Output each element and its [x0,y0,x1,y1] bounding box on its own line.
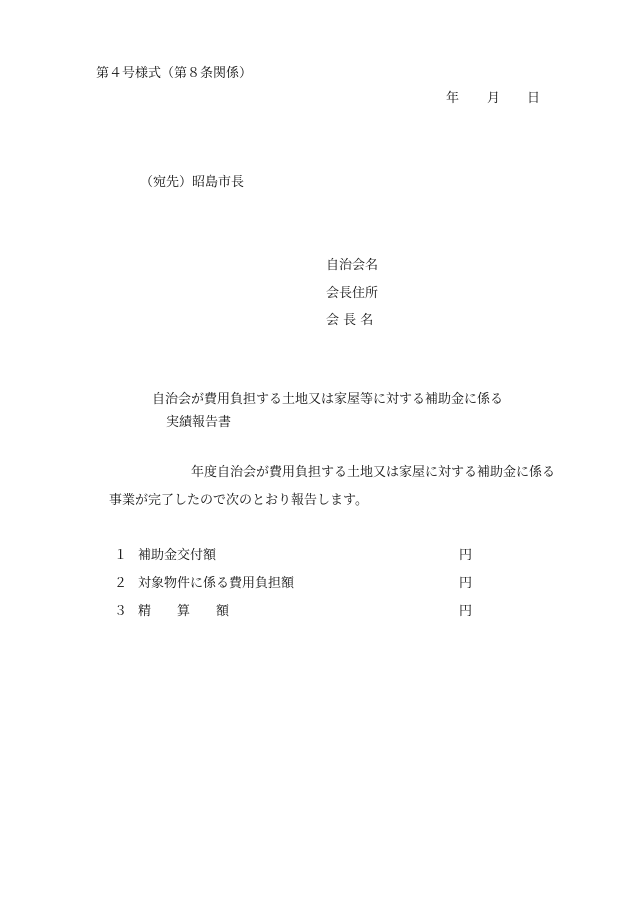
association-name-label: 自治会名 [326,258,379,273]
item-label-subsidy-amount: 補助金交付額 [138,548,217,563]
document-title-line1: 自治会が費用負担する土地又は家屋等に対する補助金に係る [152,392,504,407]
item-number: ３ [114,604,128,619]
item-unit-yen: 円 [459,548,473,563]
form-number: 第４号様式（第８条関係） [96,66,253,81]
chair-address-label: 会長住所 [326,286,379,301]
date-month-label: 月 [487,91,501,106]
item-label-cost-burden: 対象物件に係る費用負担額 [138,576,295,591]
item-unit-yen: 円 [459,576,473,591]
item-number: １ [114,548,128,563]
item-number: ２ [114,576,128,591]
body-text-line1: 年度自治会が費用負担する土地又は家屋に対する補助金に係る [191,465,556,480]
chair-name-label: 会 長 名 [326,313,374,328]
item-unit-yen: 円 [459,604,473,619]
item-label-settlement-amount: 精 算 額 [138,604,230,619]
addressee: （宛先）昭島市長 [140,175,245,190]
date-year-label: 年 [446,91,460,106]
date-day-label: 日 [527,91,541,106]
document-title-line2: 実績報告書 [166,415,232,430]
body-text-line2: 事業が完了したので次のとおり報告します。 [109,493,368,508]
